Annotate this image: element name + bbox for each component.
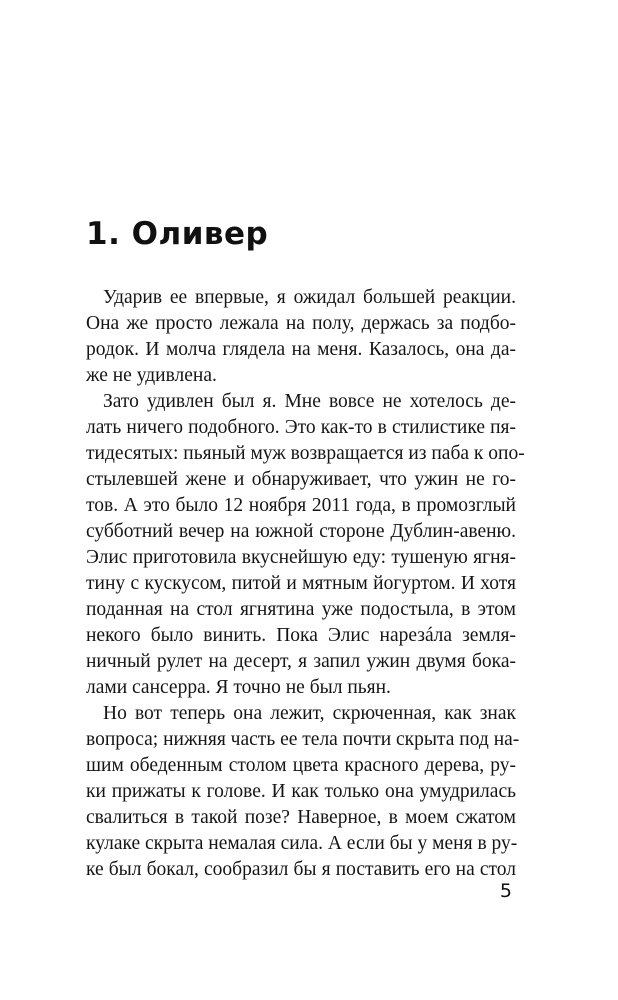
text-line: лами сансерра. Я точно не был пьян. (86, 677, 391, 698)
text-line: ничный рулет на десерт, я запил ужин двумя бока- (86, 651, 516, 672)
text-line: Она же просто лежала на полу, держась за подбо- (86, 313, 516, 334)
chapter-body (86, 285, 525, 883)
text-line: родок. И молча глядела на меня. Казалось, она да- (86, 339, 516, 360)
text-line: субботний вечер на южной стороне Дублин-авеню. (86, 521, 516, 542)
text-line: ки прижаты к голове. И как только она умудрилась (86, 781, 516, 802)
text-line: стылевшей жене и обнаруживает, что ужин не го- (86, 469, 516, 490)
text-line: тидесятых: пьяный муж возвращается из паба к опо- (86, 443, 525, 464)
text-line: Зато удивлен был я. Мне вовсе не хотелось де- (103, 391, 516, 412)
paragraph (86, 389, 525, 701)
text-line: Но вот теперь она лежит, скрюченная, как знак (103, 703, 516, 724)
text-line: Элис приготовила вкуснейшую еду: тушеную ягня- (86, 547, 516, 568)
text-line: поданная на стол ягнятина уже подостыла, в этом (86, 599, 516, 620)
text-line: Ударив ее впервые, я ожидал большей реакции. (103, 287, 516, 308)
chapter-title: 1. Оливер (86, 216, 269, 252)
paragraph (86, 285, 516, 389)
text-line: кулаке скрыта немалая сила. А если бы у меня в ру- (86, 833, 518, 854)
text-line: тов. А это было 12 ноября 2011 года, в промозглый (86, 495, 516, 516)
text-line: шим обеденным столом цвета красного дерева, ру- (86, 755, 516, 776)
text-line: лать ничего подобного. Это как-то в стилистике пя- (86, 417, 516, 438)
text-line: тину с кускусом, питой и мятным йогуртом. И хотя (86, 573, 516, 594)
text-line: вопроса; нижняя часть ее тела почти скрыта под на- (86, 729, 520, 750)
text-line: свалиться в такой позе? Наверное, в моем сжатом (86, 807, 516, 828)
text-line: ке был бокал, сообразил бы я поставить его на стол (86, 859, 516, 880)
text-line: же не удивлена. (86, 365, 217, 386)
paragraph (86, 701, 520, 883)
text-line: некого было винить. Пока Элис нарезáла земля- (86, 625, 516, 646)
page-number: 5 (499, 880, 512, 902)
